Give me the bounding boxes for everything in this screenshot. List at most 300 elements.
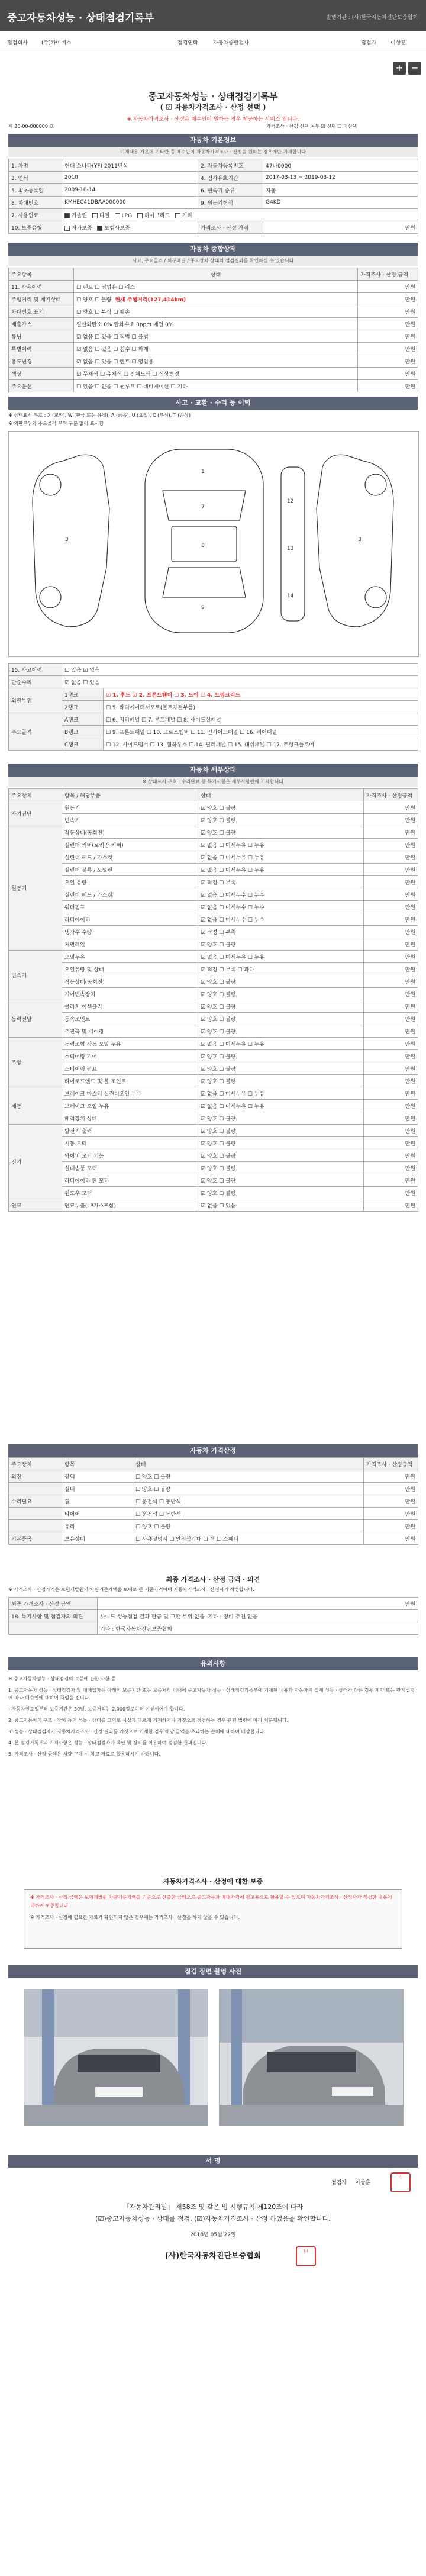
- detail-part: 라디에이터: [62, 913, 198, 926]
- parts-list: ☐ 5. 라디에이터서포트(볼트체결부품): [104, 701, 418, 713]
- price-amount: 만원: [364, 1483, 418, 1495]
- col-header: 항목: [62, 1458, 133, 1470]
- price-item: 타이어: [62, 1508, 133, 1520]
- detail-price: 만원: [364, 1000, 418, 1013]
- meta-label-inspector: 점검자: [361, 40, 377, 46]
- basic-label: 9. 원동기형식: [198, 197, 263, 209]
- basic-value: G4KD: [263, 197, 418, 209]
- opinion-table: [8, 1597, 418, 1635]
- precaution-item: 5. 가격조사 · 산정 금액은 차량 구매 시 참고 자료로 활용하시기 바랍니다.: [8, 1751, 161, 1757]
- svg-text:3: 3: [358, 537, 362, 543]
- header-issuer: 발행기관 : (사)한국자동차진단보증협회: [326, 15, 418, 21]
- detail-state: ☑ 양호 ☐ 불량: [198, 1050, 364, 1062]
- table-row: [9, 988, 418, 1000]
- precaution-item: ※ 중고자동차성능 · 상태점검의 보증에 관한 사항 등: [8, 1676, 116, 1682]
- table-row: [9, 814, 418, 826]
- price-state: ☐ 사용설명서 ☐ 안전삼각대 ☐ 잭 ☐ 스패너: [133, 1532, 364, 1545]
- summary-price: 만원: [358, 293, 418, 305]
- detail-price: 만원: [364, 938, 418, 951]
- detail-part: 윈도우 모터: [62, 1187, 198, 1199]
- basic-value: 2017-03-13 ~ 2019-03-12: [263, 172, 418, 184]
- table-row: [9, 355, 418, 368]
- detail-price: 만원: [364, 1137, 418, 1149]
- basic-value: 현대 쏘나타(YF) 2011년식: [62, 159, 198, 172]
- price-state: ☐ 양호 ☐ 불량: [133, 1520, 364, 1532]
- detail-price: 만원: [364, 1187, 418, 1199]
- detail-state: ☑ 양호 ☐ 불량: [198, 938, 364, 951]
- section-detail-header: 자동차 세부상태: [8, 764, 418, 777]
- detail-part: 실린더 블록 / 오일팬: [62, 864, 198, 876]
- detail-state: ☑ 적정 ☐ 부족 ☐ 과다: [198, 963, 364, 975]
- doc-notice: ※ 자동차가격조사 · 산정은 매수인이 원하는 경우 제공하는 서비스 입니다.: [127, 117, 299, 123]
- table-row: [9, 1199, 418, 1212]
- doc-price-select: 가격조사 · 산정 선택 여부 ☑ 선택 ☐ 미선택: [266, 124, 357, 129]
- basic-label: 4. 검사유효기간: [198, 172, 263, 184]
- svg-text:12: 12: [287, 498, 294, 504]
- accident-legend: ※ 상태표시 부호 : X (교환), W (판금 또는 용접), A (긁음), U (요철), C (부식), T (손상): [8, 413, 191, 418]
- summary-price: 만원: [358, 281, 418, 293]
- table-row: [9, 839, 418, 851]
- detail-state: ☑ 없음 ☐ 있음: [198, 1199, 364, 1212]
- detail-price: 만원: [364, 1062, 418, 1075]
- detail-state: ☑ 양호 ☐ 불량: [198, 988, 364, 1000]
- section-basic-note: 기재내용 가운데 기타란 등 매수인이 자동차가격조사 · 산정을 원하는 경우에만 기재합니다: [8, 147, 418, 157]
- detail-group: 자기진단: [9, 801, 62, 826]
- detail-price: 만원: [364, 851, 418, 864]
- summary-label: 주행거리 및 계기상태: [9, 293, 74, 305]
- summary-state: ☑ 무채색 ☐ 유채색 ☐ 전체도색 ☐ 색상변경: [74, 368, 358, 380]
- price-state: ☐ 양호 ☐ 불량: [133, 1483, 364, 1495]
- summary-price: 만원: [358, 318, 418, 330]
- detail-state: ☑ 없음 ☐ 미세누유 ☐ 누유: [198, 1100, 364, 1112]
- fuel-option: LPG: [121, 212, 133, 219]
- detail-part: 스티어링 펌프: [62, 1062, 198, 1075]
- fuel-label: 7. 사용연료: [9, 209, 62, 221]
- checkbox[interactable]: [175, 213, 180, 218]
- opinion-header: 최종 가격조사 · 산정 금액 · 의견: [166, 1576, 260, 1583]
- col-header: 상태: [198, 789, 364, 801]
- detail-price: 만원: [364, 1100, 418, 1112]
- detail-state: ☑ 양호 ☐ 불량: [198, 1013, 364, 1025]
- summary-state: 일산화탄소 0% 탄화수소 0ppm 매연 0%: [74, 318, 358, 330]
- detail-price: 만원: [364, 801, 418, 814]
- org-seal-icon: 印: [296, 2246, 316, 2266]
- car-front-photo-illustration: [24, 1989, 208, 2126]
- checkbox[interactable]: [137, 213, 143, 218]
- detail-part: 변속기: [62, 814, 198, 826]
- detail-state: ☑ 양호 ☐ 불량: [198, 1149, 364, 1162]
- summary-price: 만원: [358, 343, 418, 355]
- detail-price: 만원: [364, 1199, 418, 1212]
- table-row: [9, 1508, 418, 1520]
- detail-group: 동력전달: [9, 1000, 62, 1038]
- table-row: [9, 664, 418, 676]
- guarantee-text-1: ※ 가격조사 · 산정 금액은 보험개발원 차량기준가액을 기준으로 산출한 금액으로 중고자동차 매매가격에 참고용으로 활용할 수 있으며 자동차가격조사 · 산정사가 작성한 내용에 대하여 보증합니다.: [30, 1895, 392, 1908]
- price-item: 휠: [62, 1495, 133, 1508]
- price-amount: 만원: [364, 1470, 418, 1483]
- table-row: [9, 318, 418, 330]
- accident-state: ☑ 없음 ☐ 있음: [62, 676, 418, 688]
- outer-rank: 2랭크: [62, 701, 104, 713]
- table-row: [9, 1174, 418, 1187]
- detail-state: ☑ 없음 ☐ 미세누유 ☐ 누유: [198, 864, 364, 876]
- accident-label: 단순수리: [9, 676, 62, 688]
- table-row: [9, 1532, 418, 1545]
- section-precaution-header: 유의사항: [8, 1657, 418, 1670]
- table-row: [9, 1520, 418, 1532]
- price-label: 가격조사 · 산정 가격: [198, 221, 263, 234]
- detail-price: 만원: [364, 814, 418, 826]
- detail-price: 만원: [364, 951, 418, 963]
- price-item: 유리: [62, 1520, 133, 1532]
- detail-group: 조향: [9, 1038, 62, 1087]
- detail-state: ☑ 양호 ☐ 불량: [198, 1062, 364, 1075]
- detail-part: 동력조향 작동 오일 누유: [62, 1038, 198, 1050]
- table-row: [9, 738, 418, 751]
- fuel-option: 기타: [182, 212, 193, 219]
- price-group: 수리필요: [9, 1495, 62, 1508]
- table-row: [9, 801, 418, 814]
- detail-price: 만원: [364, 901, 418, 913]
- table-row: [9, 864, 418, 876]
- summary-label: 차대번호 표기: [9, 305, 74, 318]
- issuer-value: 기타 : 한국자동차진단보증협회: [98, 1622, 418, 1635]
- detail-state: ☑ 양호 ☐ 불량: [198, 1112, 364, 1125]
- basic-label: 8. 차대번호: [9, 197, 62, 209]
- col-header: 가격조사 · 산정 금액: [358, 268, 418, 281]
- table-row: [9, 1000, 418, 1013]
- summary-state: [74, 293, 358, 305]
- table-row: [9, 938, 418, 951]
- doc-number: 제 20-00-000000 호: [8, 124, 54, 129]
- summary-state: ☑ 양호 ☐ 부식 ☐ 훼손: [74, 305, 358, 318]
- opinion-text: ※ 가격조사 · 산정가격은 보험개발원의 차량기준가액을 토대로 한 기준가격이며 자동차가격조사 · 산정사가 작성합니다.: [8, 1587, 254, 1592]
- detail-part: 브레이크 오일 누유: [62, 1100, 198, 1112]
- detail-part: 등속조인트: [62, 1013, 198, 1025]
- section-summary-header: 자동차 종합상태: [8, 243, 418, 256]
- detail-part: 연료누출(LP가스포함): [62, 1199, 198, 1212]
- table-row: [9, 305, 418, 318]
- detail-part: 워터펌프: [62, 901, 198, 913]
- summary-label: 색상: [9, 368, 74, 380]
- summary-state: ☐ 있음 ☐ 없음 ☐ 썬루프 ☐ 네비게이션 ☐ 기타: [74, 380, 358, 392]
- table-row: [9, 1187, 418, 1199]
- outer-panel-label: 외판부위: [9, 688, 62, 713]
- basic-value: 2010: [62, 172, 198, 184]
- detail-group: 원동기: [9, 826, 62, 951]
- table-row: [9, 1483, 418, 1495]
- remove-button[interactable]: −: [408, 62, 421, 75]
- detail-state: ☑ 양호 ☐ 불량: [198, 975, 364, 988]
- parts-list: ☐ 6. 쿼터패널 ☐ 7. 루프패널 ☐ 8. 사이드실패널: [104, 713, 418, 726]
- basic-label: 5. 최초등록일: [9, 184, 62, 197]
- detail-state: ☑ 양호 ☐ 불량: [198, 1137, 364, 1149]
- col-header: 가격조사 · 산정금액: [364, 1458, 418, 1470]
- meta-label-contact: 점검연락: [178, 40, 198, 46]
- outer-parts: [104, 688, 418, 701]
- checkbox[interactable]: [64, 213, 70, 218]
- parts-list: ☑ 1. 후드 ☑ 2. 프론트휀더 ☐ 3. 도어 ☐ 4. 트렁크리드: [106, 692, 241, 698]
- table-row: [9, 1112, 418, 1125]
- detail-state: ☑ 없음 ☐ 미세누유 ☐ 누유: [198, 1038, 364, 1050]
- basic-value: KMHEC41DBAA000000: [62, 197, 198, 209]
- final-price-label: 최종 가격조사 · 산정 금액: [9, 1598, 98, 1610]
- mileage-value: 현재 주행거리(127,414km): [115, 297, 186, 303]
- table-row: [9, 876, 418, 888]
- detail-part: 클러치 어셈블리: [62, 1000, 198, 1013]
- guarantee-notice: [24, 1889, 402, 1949]
- precaution-list: [8, 1675, 418, 1865]
- warranty-option: 자가보증: [72, 225, 92, 231]
- summary-label: 11. 사용이력: [9, 281, 74, 293]
- detail-part: 실내송풍 모터: [62, 1162, 198, 1174]
- summary-state: ☐ 렌트 ☐ 영업용 ☐ 리스: [74, 281, 358, 293]
- table-row: [9, 1598, 418, 1610]
- detail-price: 만원: [364, 1174, 418, 1187]
- price-group: [9, 1483, 62, 1495]
- precaution-item: 1. 중고자동차 성능 · 상태점검자 및 매매업자는 아래의 보증기간 또는 보증거리 이내에 중고자동차 성능 · 상태점검기록부에 기재된 내용과 자동차의 실제 성능 · 상태가 다른 경우 계약 또는 관계법령에 따라 매수인에 대하여 책임을 집니다.: [8, 1688, 415, 1701]
- price-item: 실내: [62, 1483, 133, 1495]
- col-header: 주요장치: [9, 789, 62, 801]
- basic-value: 47나0000: [263, 159, 418, 172]
- table-row: [9, 963, 418, 975]
- final-price-value: 만원: [98, 1598, 418, 1610]
- summary-label: 튜닝: [9, 330, 74, 343]
- detail-state: ☑ 없음 ☐ 미세누유 ☐ 누유: [198, 851, 364, 864]
- table-row: [9, 1622, 418, 1635]
- summary-price: 만원: [358, 380, 418, 392]
- col-header: 주요항목: [9, 268, 74, 281]
- svg-text:13: 13: [287, 546, 294, 552]
- summary-state: ☑ 없음 ☐ 있음 ☐ 렌트 ☐ 영업용: [74, 355, 358, 368]
- section-summary-note: 사고, 주요골격 / 외부패널 / 주요장치 상태의 점검결과를 확인하실 수 있습니다: [8, 256, 418, 266]
- price-group: [9, 1520, 62, 1532]
- precaution-item: 2. 중고자동차의 구조 · 장치 등의 성능 · 상태를 고의로 사실과 다르게 기재하거나 거짓으로 점검하는 경우 관련 법령에 따라 처분됩니다.: [8, 1718, 289, 1723]
- detail-state: ☑ 양호 ☐ 불량: [198, 1187, 364, 1199]
- special-value: 사이드 성능점검 결과 판금 및 교환 부위 없음. 기타 : 정비 추천 없음: [98, 1610, 418, 1622]
- detail-state: ☑ 양호 ☐ 불량: [198, 1075, 364, 1087]
- checkbox[interactable]: [64, 226, 70, 231]
- table-row: [9, 1125, 418, 1137]
- price-item: 보유상태: [62, 1532, 133, 1545]
- detail-state: ☑ 없음 ☐ 미세누수 ☐ 누수: [198, 888, 364, 901]
- detail-price: 만원: [364, 1162, 418, 1174]
- detail-price: 만원: [364, 1025, 418, 1038]
- frame-label: 주요골격: [9, 713, 62, 751]
- car-diagram-svg: [9, 432, 417, 655]
- accident-legend-note: ※ 외판부위와 주요골격 부위 구분 없이 표시함: [8, 421, 104, 426]
- basic-value: 자동: [263, 184, 418, 197]
- section-accident-header: 사고 · 교환 · 수리 등 이력: [8, 397, 418, 410]
- detail-state: ☑ 없음 ☐ 미세누유 ☐ 누유: [198, 839, 364, 851]
- checkbox[interactable]: [97, 226, 102, 231]
- col-header: 항목 / 해당부품: [62, 789, 198, 801]
- detail-part: 냉각수 수량: [62, 926, 198, 938]
- table-row: [9, 1100, 418, 1112]
- svg-text:1: 1: [201, 469, 205, 475]
- table-row: [9, 726, 418, 738]
- price-amount: 만원: [364, 1495, 418, 1508]
- table-row: [9, 701, 418, 713]
- price-state: ☐ 양호 ☐ 불량: [133, 1470, 364, 1483]
- table-row: [9, 159, 418, 172]
- detail-part: 실린더 헤드 / 가스켓: [62, 851, 198, 864]
- table-row: [9, 197, 418, 209]
- detail-part: 시동 모터: [62, 1137, 198, 1149]
- detail-state: ☑ 양호 ☐ 불량: [198, 1000, 364, 1013]
- detail-part: 배력장치 상태: [62, 1112, 198, 1125]
- table-row: [9, 1062, 418, 1075]
- price-value: 만원: [263, 221, 418, 234]
- section-detail-note: ※ 상태표시 부호 : 수리완료 등 특기사항은 세부사항란에 기재합니다: [8, 777, 418, 787]
- parts-list: ☐ 12. 사이드멤버 ☐ 13. 휠하우스 ☐ 14. 필러패널 ☐ 15. 대쉬패널 ☐ 17. 트렁크플로어: [104, 738, 418, 751]
- table-row: [9, 1610, 418, 1622]
- detail-part: 작동상태(공회전): [62, 975, 198, 988]
- table-row: [9, 676, 418, 688]
- table-row: [9, 851, 418, 864]
- detail-state: ☑ 양호 ☐ 불량: [198, 814, 364, 826]
- add-button[interactable]: +: [393, 62, 406, 75]
- detail-part: 와이퍼 모터 기능: [62, 1149, 198, 1162]
- detail-state: ☑ 적정 ☐ 부족: [198, 876, 364, 888]
- signature-org: (사)한국자동차진단보증협회: [164, 2252, 262, 2261]
- detail-state: ☑ 없음 ☐ 미세누수 ☐ 누수: [198, 901, 364, 913]
- summary-state-text: ☐ 양호 ☐ 불량: [76, 297, 112, 303]
- table-row: [9, 901, 418, 913]
- table-row: [9, 1149, 418, 1162]
- detail-part: 라디에이터 팬 모터: [62, 1174, 198, 1187]
- front-photo: [24, 1989, 208, 2126]
- detail-price: 만원: [364, 826, 418, 839]
- table-row: [9, 1038, 418, 1050]
- fuel-options: [62, 209, 418, 221]
- detail-price: 만원: [364, 1050, 418, 1062]
- col-header: 가격조사 · 산정금액: [364, 789, 418, 801]
- table-row: [9, 1495, 418, 1508]
- doc-title: 중고자동차성능 · 상태점검기록부: [148, 91, 278, 102]
- summary-table: [8, 268, 418, 392]
- basic-info-table: [8, 159, 418, 234]
- detail-part: 추진축 및 베어링: [62, 1025, 198, 1038]
- detail-state: ☑ 양호 ☐ 불량: [198, 1025, 364, 1038]
- price-item: 광택: [62, 1470, 133, 1483]
- col-header: 상태: [133, 1458, 364, 1470]
- meta-value-company: (주)카이베스: [41, 40, 72, 46]
- fuel-option: 디젤: [99, 212, 110, 219]
- svg-text:14: 14: [287, 593, 294, 599]
- summary-state: ☑ 없음 ☐ 있음 ☐ 침수 ☐ 화재: [74, 343, 358, 355]
- parts-list: ☐ 9. 프론트패널 ☐ 10. 크로스멤버 ☐ 11. 인사이드패널 ☐ 16. 리어패널: [104, 726, 418, 738]
- col-header: 상태: [74, 268, 358, 281]
- inspector-label: 점검자: [331, 2180, 347, 2186]
- summary-price: 만원: [358, 305, 418, 318]
- detail-part: 타이로드엔드 및 볼 조인트: [62, 1075, 198, 1087]
- col-header: 주요장치: [9, 1458, 62, 1470]
- detail-part: 실린더 헤드 / 가스켓: [62, 888, 198, 901]
- frame-rank: A랭크: [62, 713, 104, 726]
- table-row: [9, 951, 418, 963]
- detail-price: 만원: [364, 1038, 418, 1050]
- table-row: [9, 688, 418, 701]
- detail-price: 만원: [364, 876, 418, 888]
- table-row: [9, 380, 418, 392]
- detail-group: 제동: [9, 1087, 62, 1125]
- table-header-row: [9, 268, 418, 281]
- price-group: [9, 1508, 62, 1520]
- detail-price: 만원: [364, 1125, 418, 1137]
- inspector-name: 이상훈: [355, 2180, 371, 2186]
- accident-table: [8, 663, 418, 751]
- top-header-bar: [0, 0, 426, 31]
- detail-part: 원동기: [62, 801, 198, 814]
- signature-line-1: 「자동차관리법」 제58조 및 같은 법 시행규칙 제120조에 따라: [122, 2203, 304, 2211]
- detail-price: 만원: [364, 1013, 418, 1025]
- table-row: [9, 713, 418, 726]
- table-row: [9, 1025, 418, 1038]
- section-photos-header: 점검 장면 촬영 사진: [8, 1965, 418, 1978]
- precaution-item: 4. 본 점검기록부의 기재사항은 성능 · 상태점검자가 육안 및 장비를 이용하여 점검한 결과입니다.: [8, 1740, 208, 1746]
- table-row: [9, 368, 418, 380]
- detail-price: 만원: [364, 1087, 418, 1100]
- svg-text:9: 9: [201, 605, 205, 611]
- detail-part: 실린더 커버(로커암 커버): [62, 839, 198, 851]
- warranty-option: 보험사보증: [104, 225, 130, 231]
- summary-label: 배출가스: [9, 318, 74, 330]
- precaution-item: - 자동차인도일부터 보증기간은 30일, 보증거리는 2,000킬로미터 이상이어야 합니다.: [8, 1706, 185, 1712]
- detail-group: 전기: [9, 1125, 62, 1199]
- table-header-row: [9, 789, 418, 801]
- guarantee-header: 자동차가격조사 · 산정에 대한 보증: [163, 1878, 263, 1885]
- table-row: [9, 1087, 418, 1100]
- price-table: [8, 1457, 418, 1545]
- detail-state: ☑ 없음 ☐ 미세누수 ☐ 누수: [198, 913, 364, 926]
- frame-rank: C랭크: [62, 738, 104, 751]
- table-row: [9, 1013, 418, 1025]
- checkbox[interactable]: [115, 213, 120, 218]
- table-row: [9, 826, 418, 839]
- table-row: [9, 926, 418, 938]
- detail-part: 브레이크 마스터 실린더오일 누유: [62, 1087, 198, 1100]
- detail-price: 만원: [364, 975, 418, 988]
- detail-part: 오일유량 및 상태: [62, 963, 198, 975]
- guarantee-text-2: ※ 가격조사 · 산정에 필요한 자료가 확인되지 않은 경우에는 가격조사 · 산정을 하지 않을 수 있습니다.: [30, 1915, 240, 1920]
- detail-state: ☑ 양호 ☐ 불량: [198, 801, 364, 814]
- meta-value-inspector: 이상훈: [390, 40, 406, 46]
- frame-rank: B랭크: [62, 726, 104, 738]
- detail-price: 만원: [364, 1075, 418, 1087]
- doc-subtitle: ( ☑ 자동차가격조사 · 산정 선택 ): [160, 103, 266, 111]
- detail-state: ☑ 없음 ☐ 미세누유 ☐ 누유: [198, 1087, 364, 1100]
- section-price-header: 자동차 가격산정: [8, 1444, 418, 1457]
- rear-photo: [219, 1989, 404, 2126]
- section-basic-header: 자동차 기본정보: [8, 134, 418, 147]
- table-row: [9, 343, 418, 355]
- svg-text:3: 3: [65, 537, 69, 543]
- detail-price: 만원: [364, 926, 418, 938]
- table-row: [9, 281, 418, 293]
- checkbox[interactable]: [92, 213, 98, 218]
- car-rear-photo-illustration: [220, 1989, 403, 2126]
- meta-row: [0, 36, 426, 49]
- meta-label-company: 점검회사: [7, 40, 28, 46]
- table-row: [9, 1137, 418, 1149]
- signature-line-2: (☑)중고자동차성능 · 상태를 점검, (☑)자동차가격조사 · 산정 하였음을 확인합니다.: [95, 2215, 331, 2223]
- table-row: [9, 1162, 418, 1174]
- price-group: 외장: [9, 1470, 62, 1483]
- detail-part: 기어변속장치: [62, 988, 198, 1000]
- summary-label: 주요옵션: [9, 380, 74, 392]
- detail-price: 만원: [364, 963, 418, 975]
